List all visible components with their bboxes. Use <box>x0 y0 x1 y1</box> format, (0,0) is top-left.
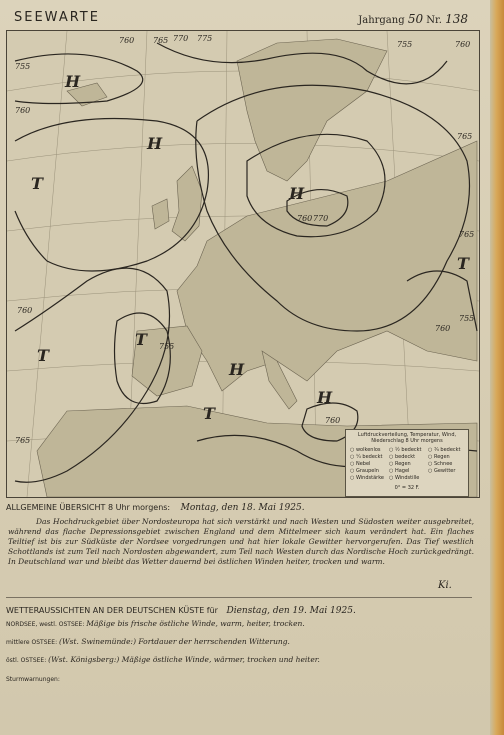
map-drawing <box>7 31 479 497</box>
forecast-text: (Wst. Königsberg:) Mäßige östliche Winde, wärmer, trocken und heiter. <box>48 655 320 664</box>
low-pressure-symbol: T <box>135 330 147 349</box>
isobar-label: 755 <box>397 40 413 49</box>
isobar-label: 760 <box>15 106 31 115</box>
weather-map <box>6 30 480 498</box>
section-divider <box>6 597 472 598</box>
number-label: Nr. <box>426 15 442 26</box>
legend-item: ○ ¼ bedeckt <box>350 454 386 460</box>
forecast-region: NORDSEE, westl. OSTSEE: <box>6 621 85 628</box>
forecast-region: mittlere OSTSEE: <box>6 639 58 646</box>
legend-item: ○ Schnee <box>428 461 464 467</box>
isobar-label: 760 <box>119 36 135 45</box>
isobar-label: 765 <box>457 132 473 141</box>
forecast-text: Mäßige bis frische östliche Winde, warm, heiter, trocken. <box>86 619 305 628</box>
forecast-row <box>6 637 476 646</box>
isobar-label: 765 <box>153 36 169 45</box>
issue-number: 138 <box>445 12 468 26</box>
isobar-label: 760 <box>325 416 341 425</box>
issue-info <box>358 12 468 26</box>
low-pressure-symbol: T <box>457 254 469 273</box>
forecast-text: (Wst. Swinemünde:) Fortdauer der herrschenden Witterung. <box>59 637 290 646</box>
high-pressure-symbol: H <box>65 72 81 91</box>
legend-item: ○ Windstärke <box>350 475 386 481</box>
overview-text: Das Hochdruckgebiet über Nordosteuropa hat sich verstärkt und nach Westen und Südosten weiter ausgebreitet, während das flache Depressionsgebiet zwischen England und dem Mittelmeer sich kaum verändert hat. Ein flaches Teiltief ist bis zur Südküste der Nordsee vorgedrungen und hat hier lokale Gewitter hervorgerufen. Das Tief westlich Schottlands ist zum Teil nach Nordosten abgewandert, zum Teil nach Westen durch das Nordische Hoch zurückgedrängt. In Deutschland war und bleibt das Wetter dauernd bei östlichen Winden heiter, trocken und warm. <box>8 517 474 566</box>
isobar-label: 770 <box>173 34 189 43</box>
legend-item: ○ ¾ bedeckt <box>428 447 464 453</box>
volume-number: 50 <box>407 12 424 26</box>
legend-title: Luftdruckverteilung, Temperatur, Wind, Niederschlag 8 Uhr morgens <box>357 432 457 444</box>
forecast-row <box>6 619 476 628</box>
isobar-label: 760 <box>455 40 471 49</box>
forecast-region: östl. OSTSEE: <box>6 657 47 664</box>
legend-item: ○ bedeckt <box>389 454 425 460</box>
ireland <box>152 199 169 229</box>
isobar-label: 760 <box>297 214 313 223</box>
high-pressure-symbol: H <box>317 388 333 407</box>
isobar-label: 765 <box>459 230 475 239</box>
forecast-row <box>6 674 476 683</box>
page-edge <box>490 0 504 735</box>
legend-item: ○ Regen <box>389 461 425 467</box>
page-header <box>6 6 476 28</box>
low-pressure-symbol: T <box>37 346 49 365</box>
legend-item: ○ Windstille <box>389 475 425 481</box>
legend-symbols <box>346 444 468 484</box>
legend-item: ○ wolkenlos <box>350 447 386 453</box>
overview-label: ALLGEMEINE ÜBERSICHT 8 Uhr morgens: <box>6 503 171 512</box>
high-pressure-symbol: H <box>147 134 163 153</box>
publication-title: SEEWARTE <box>14 10 100 25</box>
isobar-label: 775 <box>197 34 213 43</box>
continental-europe <box>177 141 477 391</box>
legend-footer: 0° = 32 F. <box>394 485 420 491</box>
author-signature: Ki. <box>438 580 452 591</box>
overview-date: Montag, den 18. Mai 1925. <box>180 503 305 513</box>
forecast-row <box>6 655 476 664</box>
isobar-label: 755 <box>459 314 475 323</box>
isobar-label: 760 <box>435 324 451 333</box>
british-isles <box>172 166 202 241</box>
legend-item: ○ Regen <box>428 454 464 460</box>
legend-item: ○ Graupeln <box>350 468 386 474</box>
legend-item: ○ Nebel <box>350 461 386 467</box>
volume-label: Jahrgang <box>358 15 405 26</box>
map-legend <box>345 429 469 497</box>
overview-heading <box>6 503 305 513</box>
legend-item: ○ Hagel <box>389 468 425 474</box>
forecast-date: Dienstag, den 19. Mai 1925. <box>226 606 356 616</box>
forecast-heading <box>6 606 356 616</box>
forecast-region: Sturmwarnungen: <box>6 676 60 683</box>
low-pressure-symbol: T <box>31 174 43 193</box>
isobar-label: 760 <box>17 306 33 315</box>
isobar-label: 755 <box>15 62 31 71</box>
legend-item: ○ Gewitter <box>428 468 464 474</box>
isobar-label: 755 <box>159 342 175 351</box>
high-pressure-symbol: H <box>229 360 245 379</box>
low-pressure-symbol: T <box>203 404 215 423</box>
legend-item: ○ ½ bedeckt <box>389 447 425 453</box>
forecast-label: WETTERAUSSICHTEN AN DER DEUTSCHEN KÜSTE für <box>6 606 218 615</box>
isobar-label: 765 <box>15 436 31 445</box>
isobar-label: 770 <box>313 214 329 223</box>
high-pressure-symbol: H <box>289 184 305 203</box>
